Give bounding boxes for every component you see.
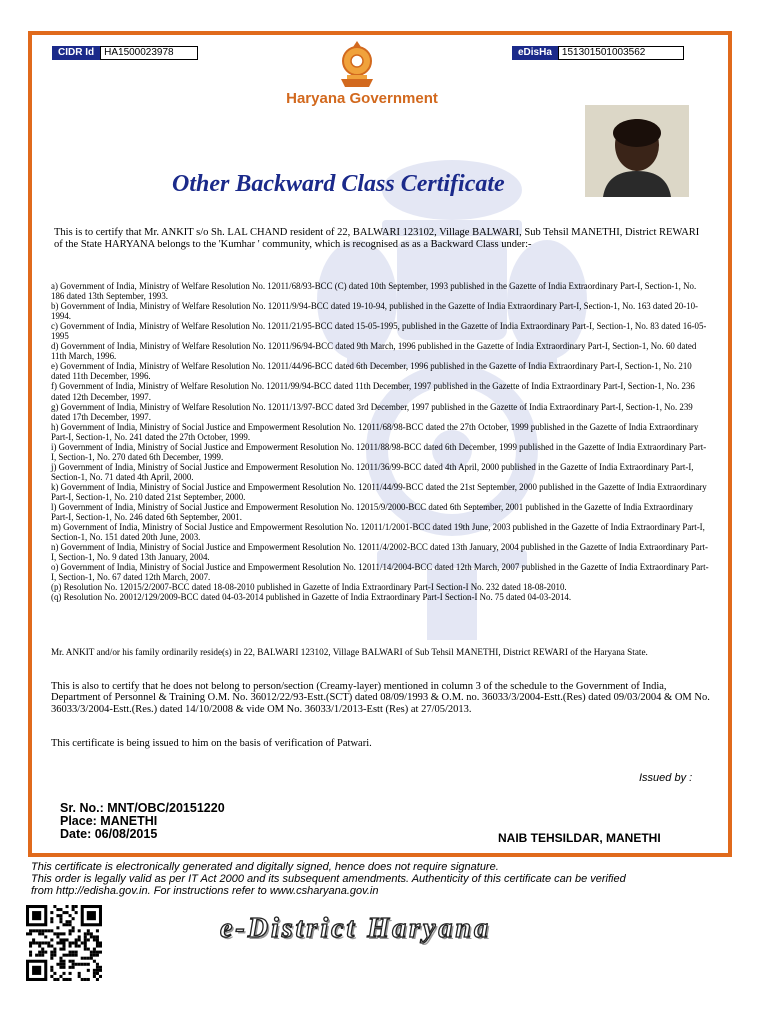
resolution-item: f) Government of India, Ministry of Welfare Resolution No. 12011/99/94-BCC dated 11th December, 1997 published in the Gazette of India Extraordinary Part-I, Section-1, No. 236 dated 12th December, 1997. (51, 381, 695, 402)
resolution-item: d) Government of India, Ministry of Welfare Resolution No. 12011/96/94-BCC dated 9th March, 1996 published in the Gazette of India Extraordinary Part-I, Section-1, No. 60 dated 11th March, 1996. (51, 341, 697, 362)
resolution-item: (p) Resolution No. 12015/2/2007-BCC dated 18-08-2010 published in Gazette of India Extraordinary Part-I Section-I No. 232 dated 18-08-2010. (51, 582, 567, 593)
resolution-item: e) Government of India, Ministry of Welfare Resolution No. 12011/44/96-BCC dated 6th December, 1996 published in the Gazette of India Extraordinary Part-I, Section-1, No. 210 dated 11th December, 1996. (51, 361, 692, 382)
resolution-item: m) Government of India, Ministry of Social Justice and Empowerment Resolution No. 12011/1/2001-BCC dated 19th June, 2003 published in the Gazette of India Extraordinary Part-I, Section-1, No. 151 dated 20th June, 2003. (51, 522, 705, 543)
issue-basis-statement: This certificate is being issued to him on the basis of verification of Patwari. (51, 738, 372, 749)
qr-code-icon (26, 905, 102, 981)
serial-number: Sr. No.: MNT/OBC/20151220 (60, 801, 225, 815)
cidr-value: HA1500023978 (100, 46, 198, 60)
edisha-label: eDisHa (512, 46, 558, 60)
serial-block (60, 802, 225, 841)
footer-line-1: This certificate is electronically generated and digitally signed, hence does not require signature. (31, 861, 499, 873)
cidr-label: CIDR Id (52, 46, 100, 60)
edistrict-haryana-logo: e-District Haryana (220, 913, 491, 944)
resolution-item: i) Government of India, Ministry of Social Justice and Empowerment Resolution No. 12011/88/98-BCC dated 6th December, 1999 published in the Gazette of India Extraordinary Part-I, Section-1, No. 270 dated 6th December, 1999. (51, 441, 707, 462)
resolution-item: n) Government of India, Ministry of Social Justice and Empowerment Resolution No. 12011/4/2002-BCC dated 13th January, 2004 published in the Gazette of India Extraordinary Part-I, Section-1, No. 9 dated 13th January, 2004. (51, 542, 708, 563)
footer-disclaimer (31, 861, 741, 897)
resolution-item: l) Government of India, Ministry of Social Justice and Empowerment Resolution No. 12015/9/2000-BCC dated 6th September, 2001 published in the Gazette of India Extraordinary Part-I, Section-1, No. 246 dated 6th September, 2001. (51, 502, 693, 523)
resolution-item: g) Government of India, Ministry of Welfare Resolution No. 12011/13/97-BCC dated 3rd December, 1997 published in the Gazette of India Extraordinary Part-I, Section-1, No. 239 dated 17th December, 1997. (51, 401, 693, 422)
issued-by-label: Issued by : (639, 772, 693, 784)
government-name: Haryana Government (286, 90, 438, 107)
resolution-item: h) Government of India, Ministry of Social Justice and Empowerment Resolution No. 12011/68/98-BCC dated the 27th October, 1999 published in the Gazette of India Extraordinary Part-I, Section-1, No. 241 dated the 27th October, 1999. (51, 421, 699, 442)
applicant-photo (585, 105, 689, 197)
resolution-item: j) Government of India, Ministry of Social Justice and Empowerment Resolution No. 12011/36/99-BCC dated 4th April, 2000 published in the Gazette of India Extraordinary Part-I, Section-1, No. 71 dated 4th April, 2000. (51, 461, 694, 482)
issue-date: Date: 06/08/2015 (60, 827, 158, 841)
cidr-id-box (52, 46, 198, 60)
footer-line-2: This order is legally valid as per IT Act 2000 and its subsequent amendments. Authenticity of this certificate can be verified (31, 873, 626, 885)
residence-statement: Mr. ANKIT and/or his family ordinarily reside(s) in 22, BALWARI 123102, Village BALWARI of Sub Tehsil MANETHI, District REWARI of the Haryana State. (51, 647, 648, 657)
signatory: NAIB TEHSILDAR, MANETHI (498, 831, 661, 845)
resolution-item: k) Government of India, Ministry of Social Justice and Empowerment Resolution No. 12011/44/99-BCC dated the 21st September, 2000 published in the Gazette of India Extraordinary Part-I, Section-1, No. 210 dated 21st September, 2000. (51, 481, 707, 502)
certificate-intro: This is to certify that Mr. ANKIT s/o Sh. LAL CHAND resident of 22, BALWARI 123102, Village BALWARI, Sub Tehsil MANETHI, District REWARI of the State HARYANA belongs to the 'Kumhar ' community, which is recognised as as a Backward Class under:- (54, 227, 700, 250)
creamy-layer-statement: This is also to certify that he does not belong to person/section (Creamy-layer) mentioned in column 3 of the schedule to the Government of India, Department of Personnel & Training O.M. No. 36012/22/93-Estt.(SCT) dated 08/09/1993 & O.M. no. 36033/3/2004-Estt.(Res) dated 09/03/2004 & OM No. 36033/3/2004-Estt.(Res.) dated 14/10/2008 & vide OM No. 36033/1/2013-Estt (Res) at 27/05/2013. (51, 681, 710, 715)
haryana-emblem-icon (333, 39, 381, 93)
footer-line-3: from http://edisha.gov.in. For instructions refer to www.csharyana.gov.in (31, 885, 379, 897)
edisha-value: 151301501003562 (558, 46, 684, 60)
resolution-item: o) Government of India, Ministry of Social Justice and Empowerment Resolution No. 12011/14/2004-BCC dated 12th March, 2007 published in the Gazette of India Extraordinary Part-I, Section-1, No. 67 dated 12th March, 2007. (51, 562, 709, 583)
resolution-item: a) Government of India, Ministry of Welfare Resolution No. 12011/68/93-BCC (C) dated 10th September, 1993 published in the Gazette of India Extraordinary Part-I, Section-1, No. 186 dated 13th September, 1993. (51, 281, 697, 302)
place: Place: MANETHI (60, 814, 158, 828)
resolution-list (51, 281, 711, 603)
edisha-id-box (512, 46, 684, 60)
certificate-frame (28, 31, 732, 857)
resolution-item: c) Government of India, Ministry of Welfare Resolution No. 12011/21/95-BCC dated 15-05-1995, published in the Gazette of India Extraordinary Part-I, Section-1, No. 83 dated 16-05-1995 (51, 321, 707, 342)
resolution-item: b) Government of India, Ministry of Welfare Resolution No. 12011/9/94-BCC dated 19-10-94, published in the Gazette of India Extraordinary Part-I, Section-1, No. 163 dated 20-10-1994. (51, 301, 699, 322)
resolution-item: (q) Resolution No. 20012/129/2009-BCC dated 04-03-2014 published in Gazette of India Extraordinary Part-I Section-I No. 75 dated 04-03-2014. (51, 592, 572, 603)
certificate-title: Other Backward Class Certificate (172, 171, 505, 197)
